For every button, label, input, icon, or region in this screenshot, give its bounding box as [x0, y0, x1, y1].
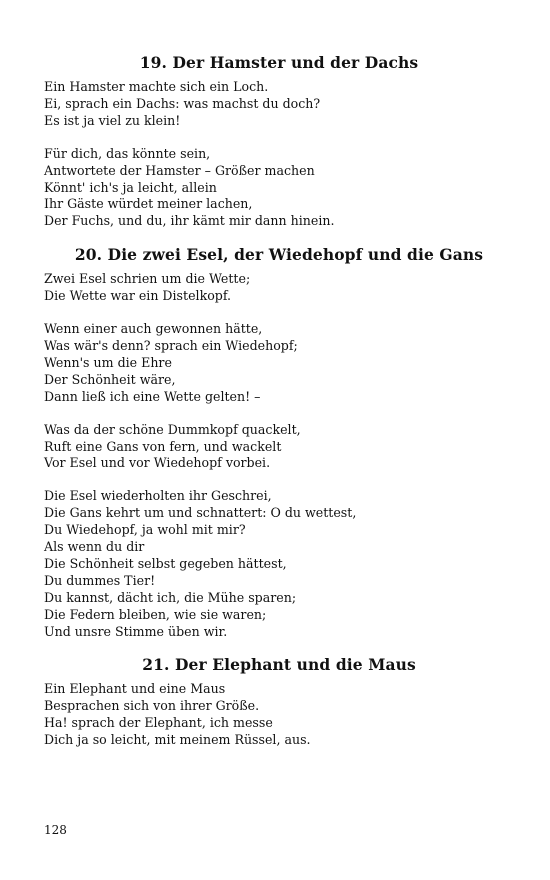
verse-line: Ruft eine Gans von fern, und wackelt	[44, 438, 282, 454]
verse-line: Besprachen sich von ihrer Größe.	[44, 698, 260, 714]
verse-line: Dich ja so leicht, mit meinem Rüssel, aus.	[44, 732, 311, 748]
verse-line: Die Esel wiederholten ihr Geschrei,	[44, 488, 272, 504]
poem-19	[44, 52, 514, 230]
verse-line: Was wär's denn? sprach ein Wiedehopf;	[44, 337, 298, 353]
poem-title: 19. Der Hamster und der Dachs	[139, 53, 419, 72]
verse-line: Dann ließ ich eine Wette gelten! –	[44, 388, 261, 404]
stanza	[44, 422, 514, 473]
verse-line: Die Schönheit selbst gegeben hättest,	[44, 555, 287, 571]
verse-line: Ei, sprach ein Dachs: was machst du doch?	[44, 95, 321, 111]
verse-line: Ein Elephant und eine Maus	[44, 681, 226, 697]
verse-line: Vor Esel und vor Wiedehopf vorbei.	[44, 455, 271, 471]
verse-line: Und unsre Stimme üben wir.	[44, 623, 228, 639]
verse-line: Was da der schöne Dummkopf quackelt,	[44, 421, 301, 437]
verse-line: Du dummes Tier!	[44, 572, 156, 588]
stanza	[44, 79, 514, 130]
poem-21	[44, 654, 514, 749]
stanza	[44, 488, 514, 640]
verse-line: Ein Hamster machte sich ein Loch.	[44, 79, 269, 94]
verse-line: Ha! sprach der Elephant, ich messe	[44, 715, 273, 731]
stanza	[44, 146, 514, 231]
verse-line: Die Wette war ein Distelkopf.	[44, 288, 232, 304]
verse-line: Du kannst, dächt ich, die Mühe sparen;	[44, 589, 297, 605]
verse-line: Wenn's um die Ehre	[44, 354, 172, 370]
page-content	[44, 52, 514, 763]
poem-title: 20. Die zwei Esel, der Wiedehopf und die Gans	[74, 245, 484, 265]
verse-line: Zwei Esel schrien um die Wette;	[44, 271, 251, 287]
poem-20	[44, 244, 514, 640]
stanza	[44, 271, 514, 305]
poem-title: 21. Der Elephant und die Maus	[142, 655, 416, 675]
stanza	[44, 321, 514, 406]
verse-line: Es ist ja viel zu klein!	[44, 112, 181, 128]
verse-line: Die Federn bleiben, wie sie waren;	[44, 606, 267, 622]
verse-line: Könnt' ich's ja leicht, allein	[44, 179, 217, 195]
verse-line: Der Schönheit wäre,	[44, 371, 176, 387]
verse-line: Ihr Gäste würdet meiner lachen,	[44, 196, 253, 212]
verse-line: Der Fuchs, und du, ihr kämt mir dann hinein.	[44, 213, 335, 229]
verse-line: Du Wiedehopf, ja wohl mit mir?	[44, 522, 246, 538]
verse-line: Als wenn du dir	[44, 539, 145, 555]
verse-line: Die Gans kehrt um und schnattert: O du wettest,	[44, 505, 357, 521]
verse-line: Antwortete der Hamster – Größer machen	[44, 162, 315, 178]
verse-line: Für dich, das könnte sein,	[44, 145, 211, 161]
page-number: 128	[44, 823, 67, 837]
stanza	[44, 681, 514, 749]
verse-line: Wenn einer auch gewonnen hätte,	[44, 321, 263, 337]
